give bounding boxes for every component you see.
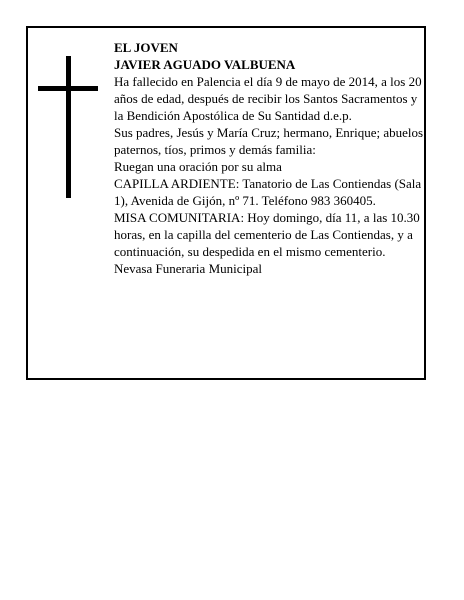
obituary-notice [26, 26, 426, 380]
death-announcement: Ha fallecido en Palencia el día 9 de mayo de 2014, a los 20 años de edad, después de recibir los Santos Sacramentos y la Bendición Apostólica de Su Santidad d.e.p. [114, 74, 422, 123]
prayer-request: Ruegan una oración por su alma [114, 159, 282, 174]
cross-vertical-bar [66, 56, 71, 198]
cross-icon [38, 56, 98, 198]
notice-heading: EL JOVEN [114, 40, 178, 55]
mass-details: MISA COMUNITARIA: Hoy domingo, día 11, a las 10.30 horas, en la capilla del cementerio de Las Contiendas, y a continuación, su despedida en el mismo cementerio. [114, 210, 420, 259]
family-list: Sus padres, Jesús y María Cruz; hermano, Enrique; abuelos paternos, tíos, primos y demás familia: [114, 125, 424, 157]
funeral-home: Nevasa Funeraria Municipal [114, 261, 263, 276]
deceased-name: JAVIER AGUADO VALBUENA [114, 57, 296, 72]
cross-horizontal-bar [38, 86, 98, 91]
wake-location: CAPILLA ARDIENTE: Tanatorio de Las Contiendas (Sala 1), Avenida de Gijón, nº 71. Teléfono 983 360405. [114, 176, 422, 208]
notice-body [114, 39, 424, 277]
